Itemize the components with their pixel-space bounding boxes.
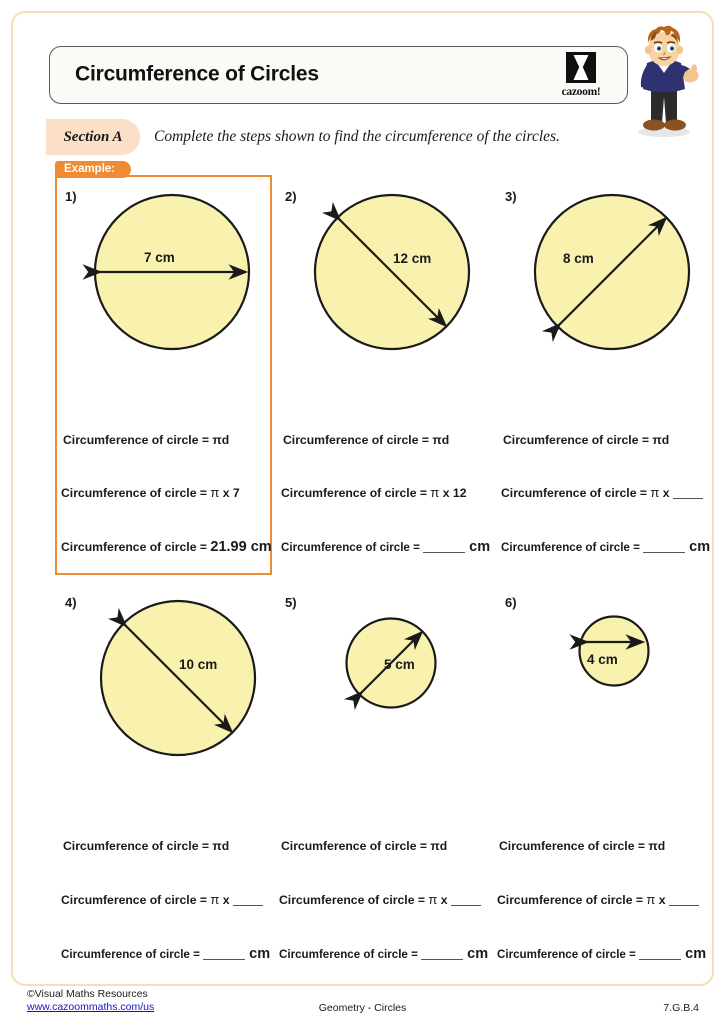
example-tab: Example: bbox=[55, 161, 131, 178]
footer-standard-code: 7.G.B.4 bbox=[663, 1002, 699, 1014]
footer-topic: Geometry - Circles bbox=[318, 1002, 407, 1014]
step-substitute-2: Circumference of circle = π x 12 bbox=[281, 485, 467, 500]
section-instruction: Complete the steps shown to find the circumference of the circles. bbox=[154, 128, 560, 145]
step-formula-6: Circumference of circle = πd bbox=[499, 839, 666, 853]
step-answer-5: Circumference of circle = cm bbox=[279, 946, 489, 962]
dimension-label-6: 4 cm bbox=[587, 652, 618, 667]
pi-symbol: π bbox=[650, 485, 660, 500]
step-substitute-4: Circumference of circle = π x bbox=[61, 892, 263, 907]
substitute-blank-4[interactable] bbox=[233, 905, 263, 906]
footer bbox=[0, 988, 725, 1022]
step-answer-3: Circumference of circle = cm bbox=[501, 539, 711, 555]
pi-symbol: π bbox=[210, 892, 220, 907]
pi-symbol: π bbox=[428, 892, 438, 907]
pi-symbol: π bbox=[210, 485, 220, 500]
problem-number: 4) bbox=[65, 595, 77, 610]
step-answer-2: Circumference of circle = cm bbox=[281, 539, 491, 555]
step-answer-6: Circumference of circle = cm bbox=[497, 946, 707, 962]
answer-blank-6[interactable] bbox=[639, 959, 681, 960]
problem-4 bbox=[61, 591, 271, 771]
answer-value-1: 21.99 bbox=[210, 539, 247, 555]
circle-figure-3 bbox=[533, 193, 691, 351]
problem-2 bbox=[281, 185, 491, 365]
dimension-label-2: 12 cm bbox=[393, 251, 432, 266]
step-formula-2: Circumference of circle = πd bbox=[283, 433, 450, 447]
problem-1 bbox=[61, 185, 271, 365]
substitute-blank-6[interactable] bbox=[669, 905, 699, 906]
step-answer-4: Circumference of circle = cm bbox=[61, 946, 271, 962]
problem-3 bbox=[501, 185, 711, 365]
footer-url-link[interactable]: www.cazoommaths.com/us bbox=[27, 1001, 155, 1013]
step-formula-4: Circumference of circle = πd bbox=[63, 839, 230, 853]
step-substitute-3: Circumference of circle = π x bbox=[501, 485, 703, 500]
problem-5 bbox=[281, 591, 491, 771]
circle-figure-1 bbox=[93, 193, 251, 351]
problem-number: 6) bbox=[505, 595, 517, 610]
step-formula-3: Circumference of circle = πd bbox=[503, 433, 670, 447]
step-formula-1: Circumference of circle = πd bbox=[63, 433, 230, 447]
step-substitute-1: Circumference of circle = π x 7 bbox=[61, 485, 240, 500]
dimension-label-1: 7 cm bbox=[144, 250, 175, 265]
answer-blank-2[interactable] bbox=[423, 552, 465, 553]
circle-figure-4 bbox=[99, 599, 257, 757]
problem-6 bbox=[501, 591, 711, 771]
circle-figure-6 bbox=[578, 615, 650, 687]
section-banner bbox=[46, 119, 646, 155]
step-answer-1: Circumference of circle = 21.99 cm bbox=[61, 539, 272, 555]
problem-number: 5) bbox=[285, 595, 297, 610]
cazoom-logo-icon bbox=[566, 52, 596, 83]
dimension-label-3: 8 cm bbox=[563, 251, 594, 266]
section-label: Section A bbox=[63, 129, 123, 145]
answer-blank-4[interactable] bbox=[203, 959, 245, 960]
step-formula-5: Circumference of circle = πd bbox=[281, 839, 448, 853]
substitute-blank-3[interactable] bbox=[673, 498, 703, 499]
substitute-value-1: 7 bbox=[232, 486, 240, 500]
footer-copyright: ©Visual Maths Resources bbox=[27, 988, 148, 1000]
answer-blank-5[interactable] bbox=[421, 959, 463, 960]
page-title: Circumference of Circles bbox=[75, 62, 319, 86]
mascot-boy-thumbs-up-icon bbox=[623, 25, 705, 137]
step-substitute-6: Circumference of circle = π x bbox=[497, 892, 699, 907]
step-substitute-5: Circumference of circle = π x bbox=[279, 892, 481, 907]
cazoom-logo bbox=[553, 52, 609, 98]
dimension-label-5: 5 cm bbox=[384, 657, 415, 672]
title-bar bbox=[49, 46, 628, 104]
cazoom-logo-wordmark: cazoom! bbox=[561, 86, 601, 98]
pi-symbol: π bbox=[646, 892, 656, 907]
circle-figure-2 bbox=[313, 193, 471, 351]
pi-symbol: π bbox=[430, 485, 440, 500]
dimension-label-4: 10 cm bbox=[179, 657, 218, 672]
problem-number: 1) bbox=[65, 189, 77, 204]
problem-number: 2) bbox=[285, 189, 297, 204]
answer-blank-3[interactable] bbox=[643, 552, 685, 553]
substitute-blank-5[interactable] bbox=[451, 905, 481, 906]
substitute-value-2: 12 bbox=[452, 486, 467, 500]
worksheet-page bbox=[11, 11, 714, 986]
problem-number: 3) bbox=[505, 189, 517, 204]
